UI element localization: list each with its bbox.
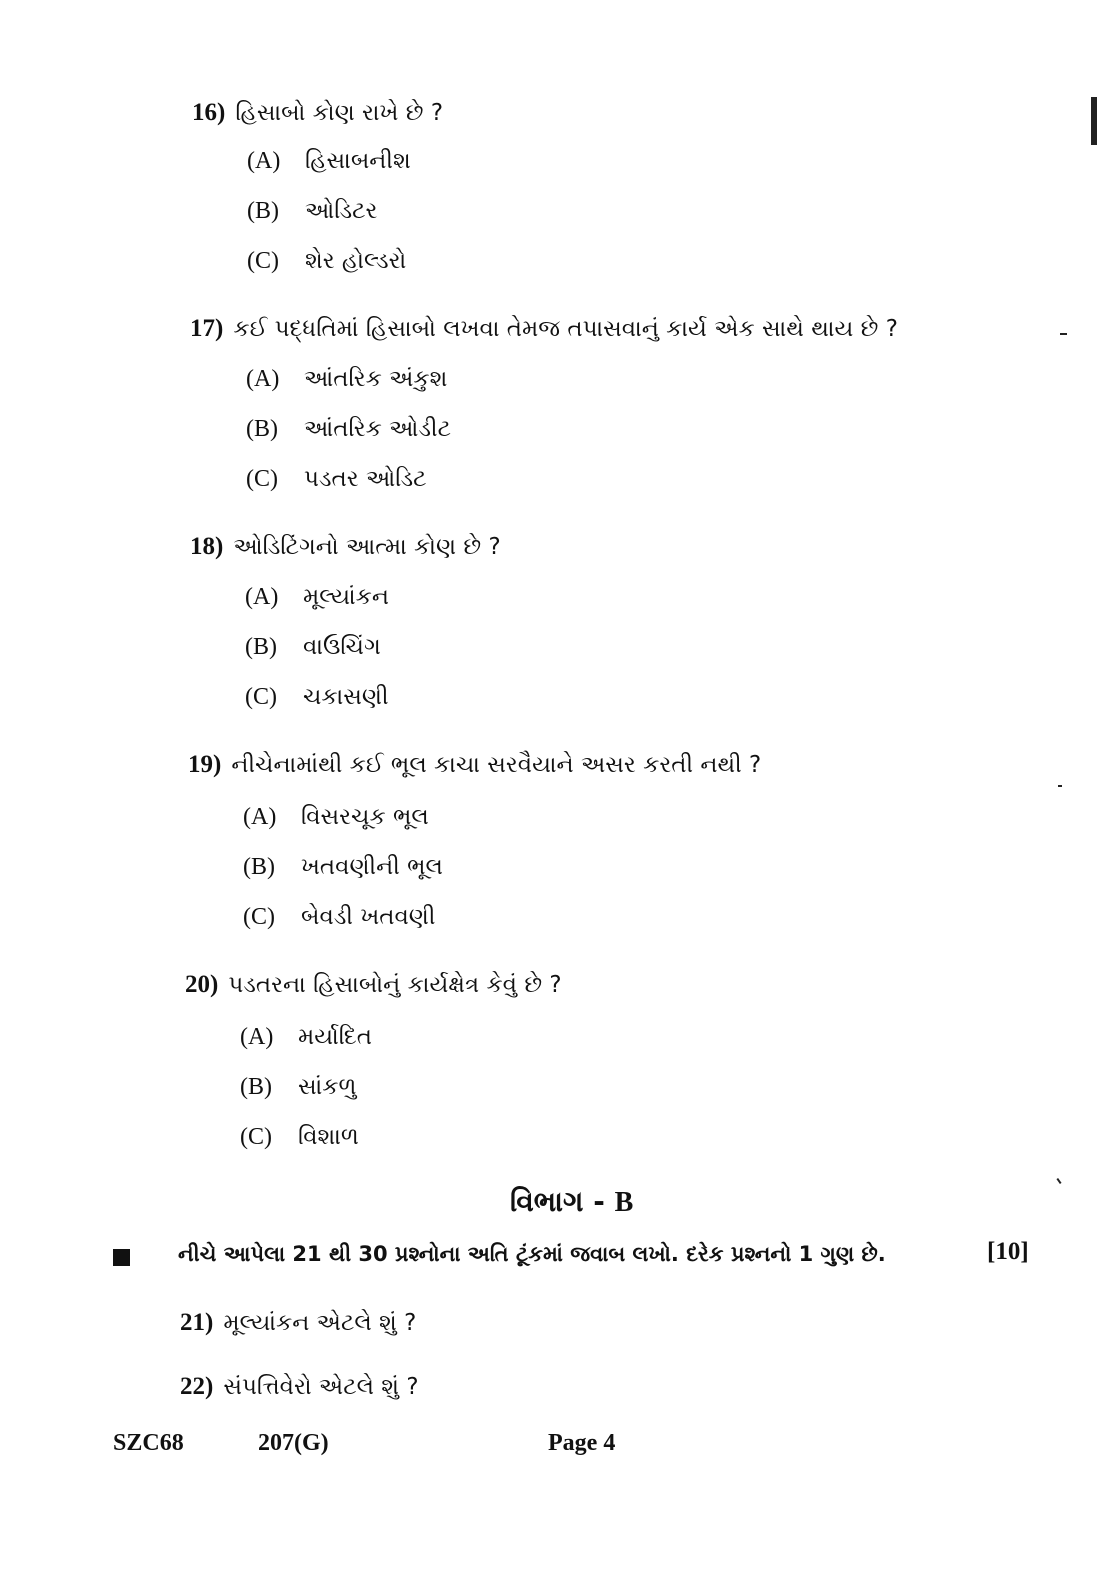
question-text: પડતરના હિસાબોનું કાર્યક્ષેત્ર કેવું છે ? <box>228 972 562 998</box>
margin-mark <box>1058 785 1062 787</box>
option-text: આંતરિક અંકુશ <box>304 366 448 392</box>
option-19-c <box>243 902 435 932</box>
question-number: 16) <box>192 99 226 126</box>
option-17-b <box>246 414 451 444</box>
option-text: મર્યાદિત <box>298 1024 373 1050</box>
section-title-prefix: વિભાગ - <box>510 1185 615 1218</box>
option-text: શેર હોલ્ડરો <box>305 248 407 274</box>
margin-mark <box>1056 1178 1061 1184</box>
question-text: સંપત્તિવેરો એટલે શું ? <box>223 1374 419 1400</box>
option-label: (B) <box>240 1074 272 1100</box>
option-20-a <box>240 1022 372 1052</box>
bullet-square-icon <box>113 1249 130 1266</box>
option-label: (C) <box>243 904 275 930</box>
question-number: 22) <box>180 1373 214 1400</box>
question-number: 17) <box>190 315 224 342</box>
option-label: (A) <box>240 1024 274 1050</box>
question-17 <box>190 314 898 344</box>
option-text: પડતર ઓડિટ <box>304 466 427 492</box>
option-label: (B) <box>247 198 279 224</box>
option-text: વિસરચૂક ભૂલ <box>301 804 429 830</box>
margin-mark <box>1091 97 1097 145</box>
section-title <box>510 1184 633 1221</box>
question-text: કઈ પદ્ધતિમાં હિસાબો લખવા તેમજ તપાસવાનું કાર્ય એક સાથે થાય છે ? <box>233 316 898 342</box>
question-number: 18) <box>190 533 224 560</box>
option-20-c <box>240 1122 359 1152</box>
option-19-a <box>243 802 429 832</box>
footer-paper: 207(G) <box>258 1430 329 1456</box>
section-instruction: નીચે આપેલા 21 થી 30 પ્રશ્નોના અતિ ટૂંકમાં જવાબ લખો. દરેક પ્રશ્નનો 1 ગુણ છે. <box>178 1242 886 1266</box>
question-22 <box>180 1372 419 1402</box>
question-text: ઓડિટિંગનો આત્મા કોણ છે ? <box>233 534 501 560</box>
option-text: વિશાળ <box>298 1124 359 1150</box>
option-text: મૂલ્યાંકન <box>303 584 390 610</box>
footer-code: SZC68 <box>113 1430 184 1456</box>
option-label: (A) <box>247 148 281 174</box>
option-label: (C) <box>247 248 279 274</box>
option-17-a <box>246 364 447 394</box>
question-19 <box>188 750 761 780</box>
option-label: (A) <box>243 804 277 830</box>
option-label: (A) <box>246 366 280 392</box>
question-text: મૂલ્યાંકન એટલે શું ? <box>223 1310 417 1336</box>
section-marks: [10] <box>987 1238 1029 1265</box>
option-18-b <box>245 632 381 662</box>
option-label: (B) <box>245 634 277 660</box>
option-16-c <box>247 246 406 276</box>
margin-mark <box>1060 333 1067 335</box>
option-text: વાઉચિંગ <box>303 634 381 660</box>
option-text: ખતવણીની ભૂલ <box>301 854 443 880</box>
option-18-a <box>245 582 389 612</box>
question-number: 19) <box>188 751 222 778</box>
option-label: (C) <box>246 466 278 492</box>
option-label: (A) <box>245 584 279 610</box>
question-20 <box>185 970 562 1000</box>
option-20-b <box>240 1072 356 1102</box>
question-text: નીચેનામાંથી કઈ ભૂલ કાચા સરવૈયાને અસર કરતી નથી ? <box>231 752 762 778</box>
question-21 <box>180 1308 416 1338</box>
section-title-letter: B <box>614 1187 634 1218</box>
option-label: (C) <box>240 1124 272 1150</box>
question-number: 20) <box>185 971 219 998</box>
question-text: હિસાબો કોણ રાખે છે ? <box>235 100 444 126</box>
option-text: આંતરિક ઓડીટ <box>304 416 451 442</box>
footer-page: Page 4 <box>548 1430 616 1456</box>
option-label: (B) <box>243 854 275 880</box>
option-label: (C) <box>245 684 277 710</box>
option-16-b <box>247 196 377 226</box>
option-text: ચકાસણી <box>303 684 389 710</box>
option-text: ઓડિટર <box>305 198 378 224</box>
option-label: (B) <box>246 416 278 442</box>
option-17-c <box>246 464 426 494</box>
option-16-a <box>247 146 411 176</box>
option-text: બેવડી ખતવણી <box>301 904 436 930</box>
question-18 <box>190 532 501 562</box>
option-text: હિસાબનીશ <box>305 148 411 174</box>
option-text: સાંકળુ <box>298 1074 357 1100</box>
option-18-c <box>245 682 389 712</box>
option-19-b <box>243 852 443 882</box>
question-number: 21) <box>180 1309 214 1336</box>
question-16 <box>192 98 443 128</box>
